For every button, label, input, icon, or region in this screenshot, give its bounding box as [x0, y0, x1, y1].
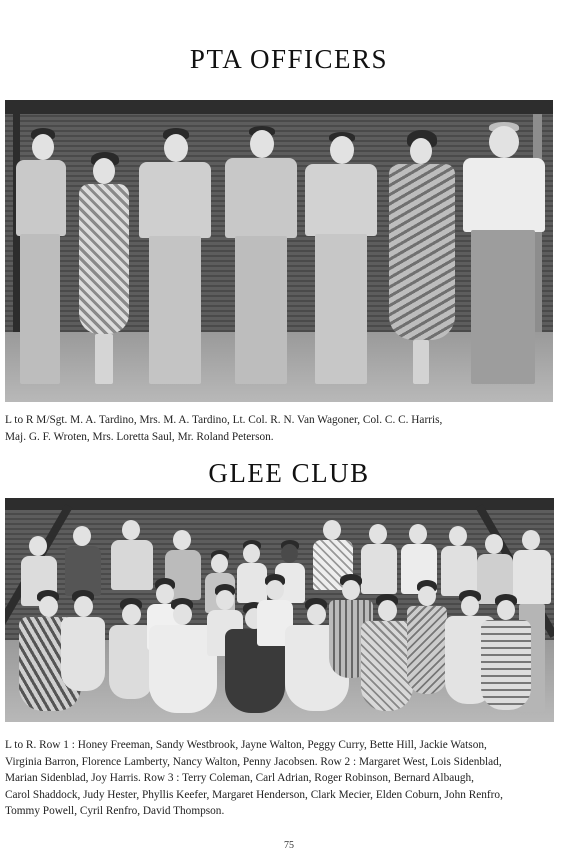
person-figure [133, 128, 217, 388]
person-figure [10, 128, 70, 390]
glee-club-photo [5, 498, 554, 722]
roof-beam [5, 498, 554, 510]
caption-line: Maj. G. F. Wroten, Mrs. Loretta Saul, Mr. Roland Peterson. [5, 430, 274, 443]
pta-officers-heading: PTA OFFICERS [189, 44, 389, 74]
person-figure [383, 130, 463, 388]
roof-beam [5, 100, 553, 114]
person-figure [459, 122, 549, 388]
caption-line: L to R. Row 1 : Honey Freeman, Sandy Westbrook, Jayne Walton, Peggy Curry, Bette Hill, Jackie Watson, [5, 739, 487, 751]
person-figure [69, 152, 139, 388]
page-number: 75 [284, 840, 294, 851]
pta-officers-photo [5, 100, 553, 402]
glee-club-heading: GLEE CLUB [208, 458, 370, 488]
person-figure [57, 590, 109, 700]
caption-line: Carol Shaddock, Judy Hester, Phyllis Keefer, Margaret Henderson, Clark Mecier, Elden Coburn, John Renfro, [5, 788, 503, 801]
pta-officers-caption [5, 412, 573, 445]
glee-club-caption [5, 737, 573, 820]
caption-line: L to R M/Sgt. M. A. Tardino, Mrs. M. A. Tardino, Lt. Col. R. N. Van Wagoner, Col. C. C. Harris, [5, 414, 443, 426]
person-figure [299, 132, 383, 388]
caption-line: Marian Sidenblad, Joy Harris. Row 3 : Terry Coleman, Carl Adrian, Roger Robinson, Bernard Albaugh, [5, 772, 475, 784]
person-figure [477, 594, 535, 716]
person-figure [219, 126, 303, 388]
caption-line: Virginia Barron, Florence Lamberty, Nancy Walton, Penny Jacobsen. Row 2 : Margaret West, Lois Sidenblad, [5, 755, 502, 768]
caption-line: Tommy Powell, Cyril Renfro, David Thompson. [5, 805, 225, 817]
